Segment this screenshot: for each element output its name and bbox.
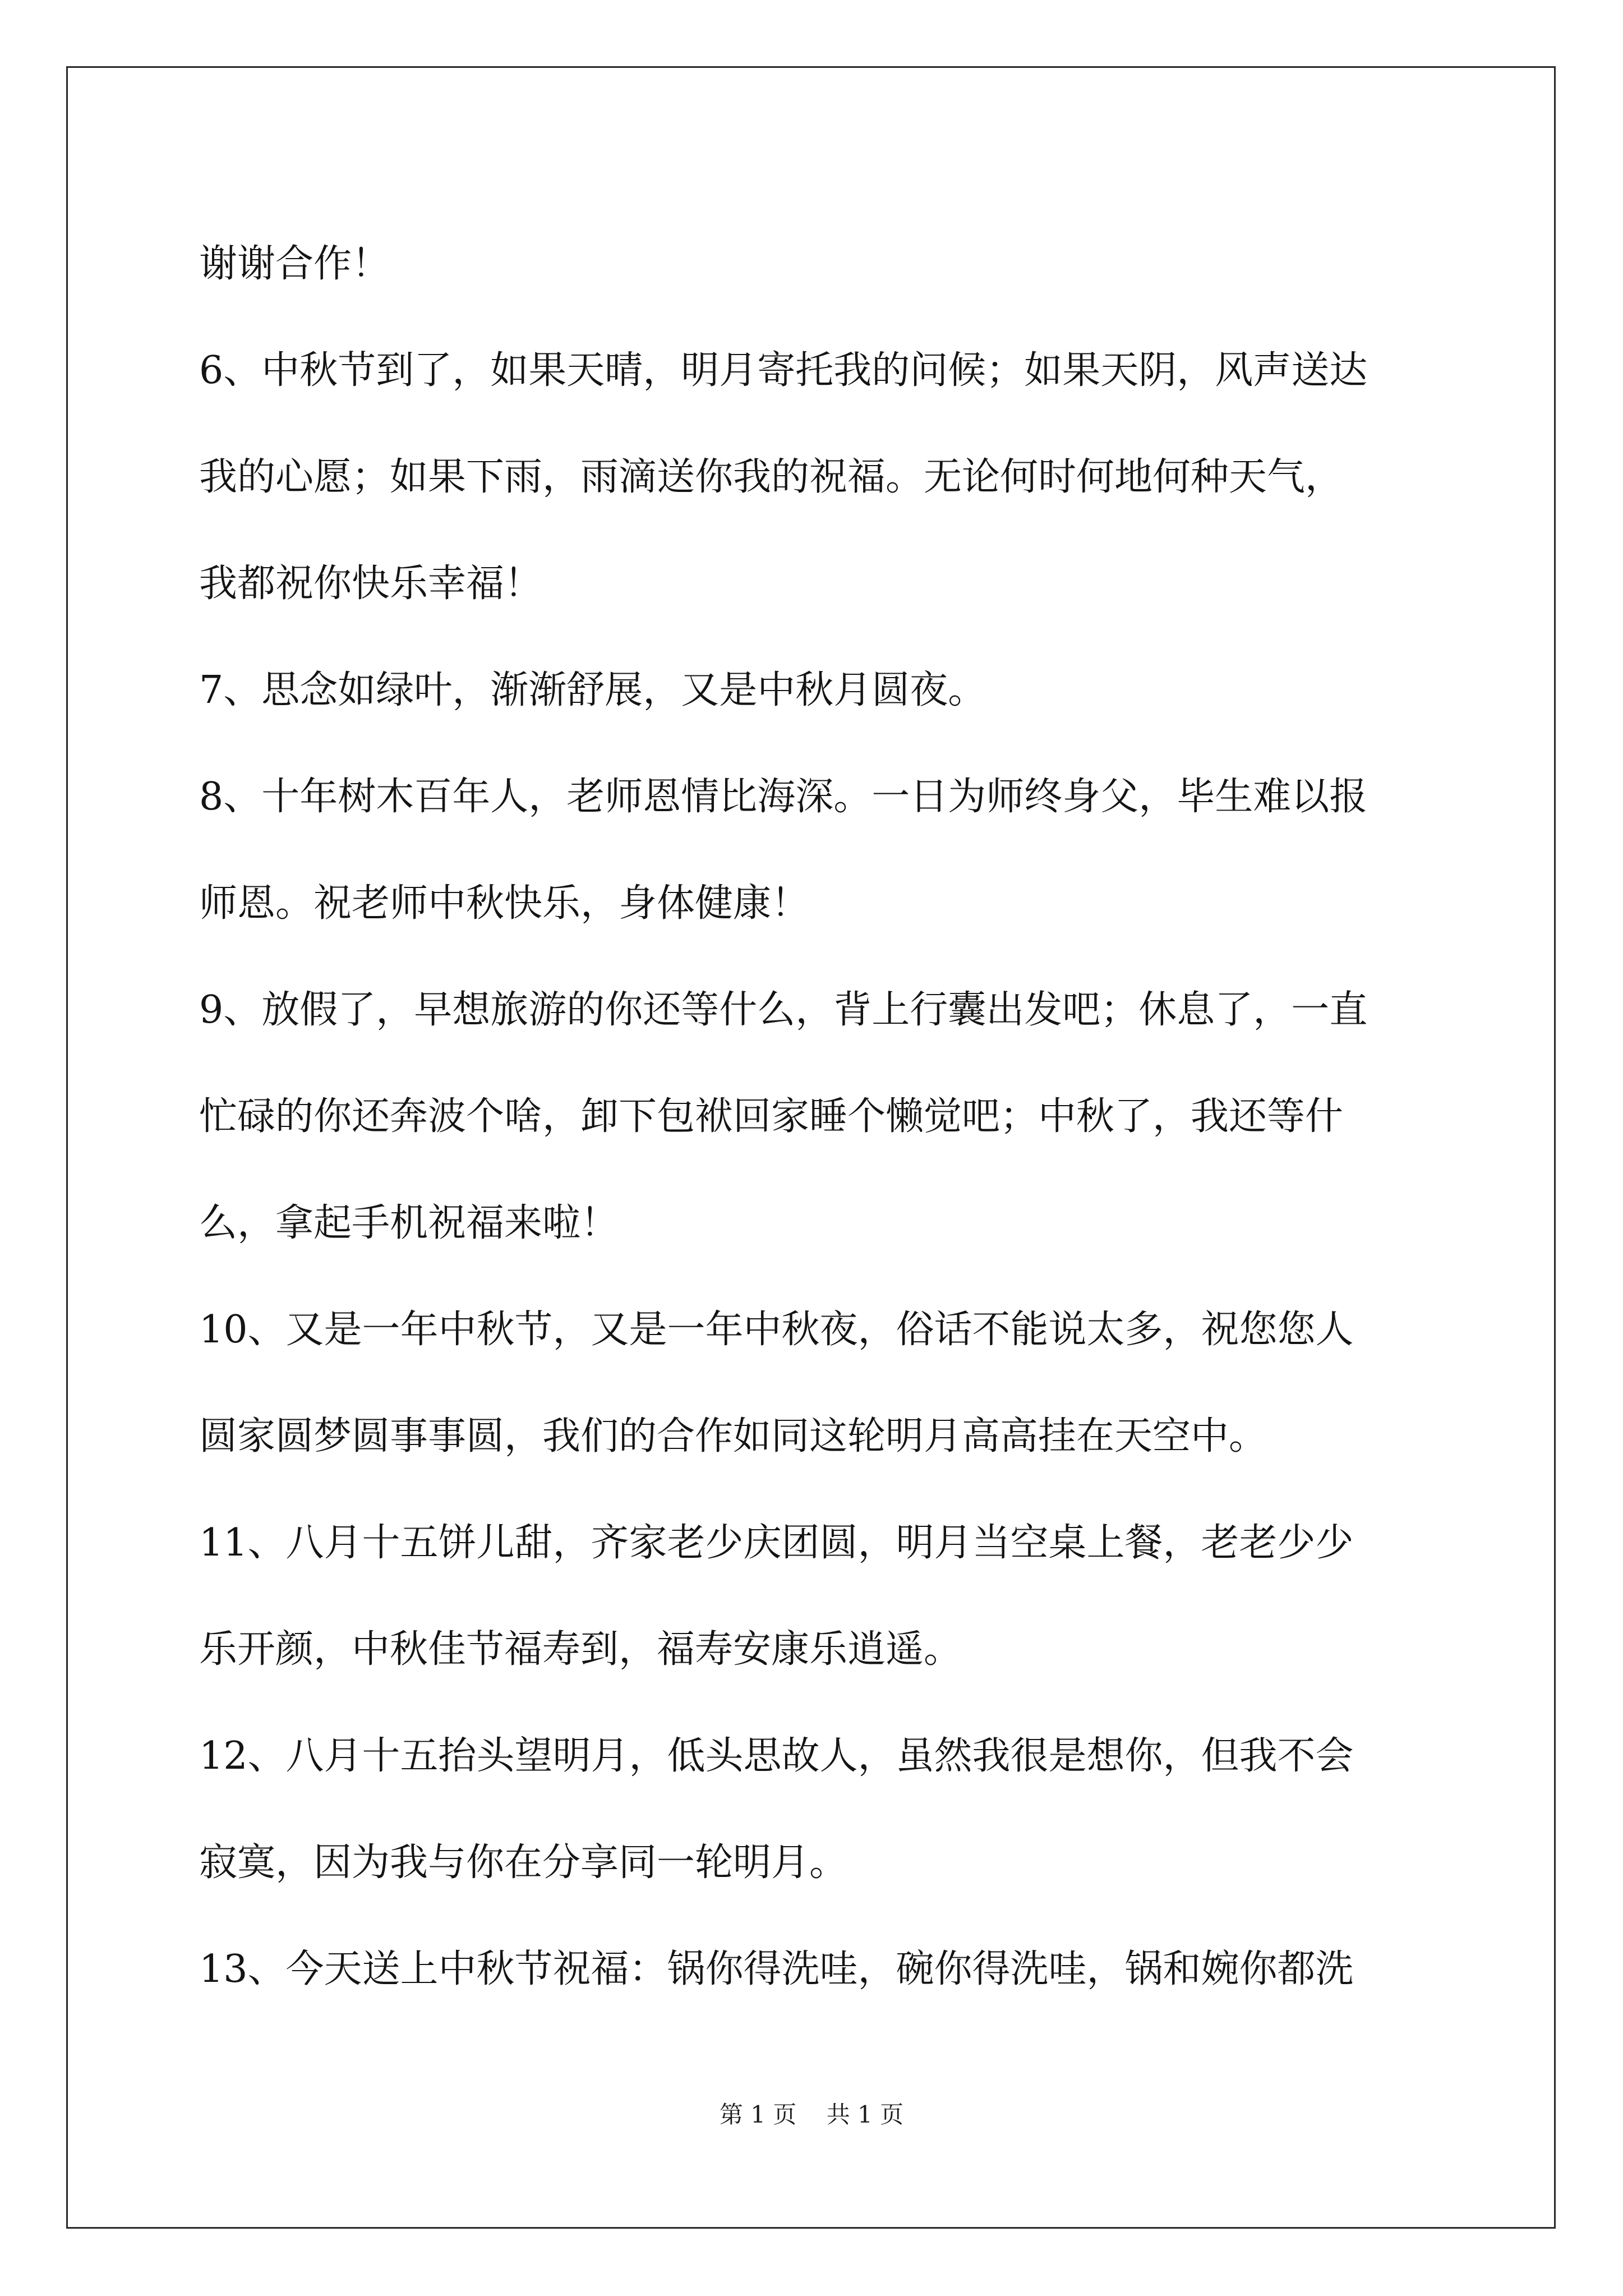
text-line: 12、八月十五抬头望明月，低头思故人，虽然我很是想你，但我不会 [199,1734,1354,1778]
text-line: 7、思念如绿叶，渐渐舒展，又是中秋月圆夜。 [199,668,986,712]
text-line: 13、今天送上中秋节祝福：锅你得洗哇，碗你得洗哇，锅和婉你都洗 [199,1947,1354,1991]
text-line: 11、八月十五饼儿甜，齐家老少庆团圆，明月当空桌上餐，老老少少 [199,1521,1354,1565]
text-line: 谢谢合作！ [199,242,390,286]
text-line: 么，拿起手机祝福来啦！ [199,1201,619,1245]
text-line: 忙碌的你还奔波个啥，卸下包袱回家睡个懒觉吧；中秋了，我还等什 [199,1094,1344,1139]
text-line: 乐开颜，中秋佳节福寿到，福寿安康乐逍遥。 [199,1627,962,1672]
text-line: 圆家圆梦圆事事圆，我们的合作如同这轮明月高高挂在天空中。 [199,1414,1267,1458]
text-line: 寂寞，因为我与你在分享同一轮明月。 [199,1841,848,1885]
text-line: 6、中秋节到了，如果天晴，明月寄托我的问候；如果天阴，风声送达 [199,348,1368,393]
document-body [199,211,1438,2023]
text-line: 9、放假了，早想旅游的你还等什么，背上行囊出发吧；休息了，一直 [199,988,1368,1032]
text-line: 8、十年树木百年人，老师恩情比海深。一日为师终身父，毕生难以报 [199,775,1368,819]
text-line: 师恩。祝老师中秋快乐，身体健康！ [199,881,810,926]
text-line: 我的心愿；如果下雨，雨滴送你我的祝福。无论何时何地何种天气， [199,455,1344,499]
text-line: 我都祝你快乐幸福！ [199,562,543,606]
text-line: 10、又是一年中秋节，又是一年中秋夜，俗话不能说太多，祝您您人 [199,1308,1354,1352]
page-number-footer: 第 1 页 共 1 页 [719,2101,904,2128]
